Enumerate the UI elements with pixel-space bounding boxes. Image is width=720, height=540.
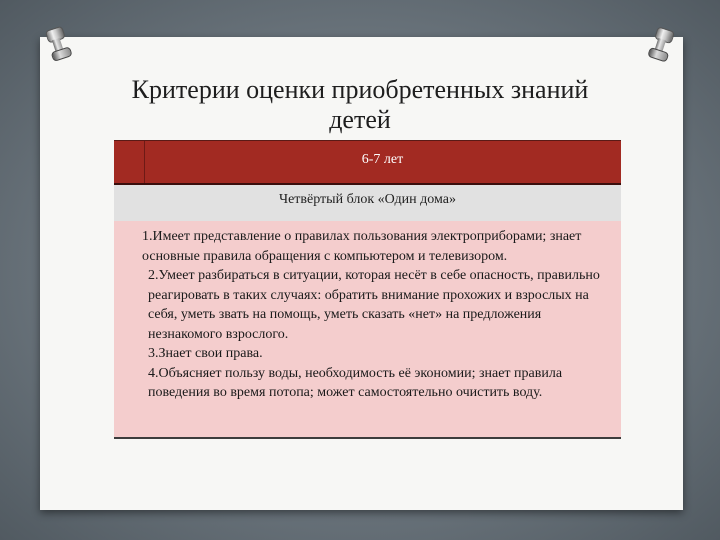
age-header: 6-7 лет: [361, 152, 404, 167]
title-line-2: детей: [329, 105, 391, 134]
criteria-table: [114, 140, 621, 439]
block-subheader: Четвёртый блок «Один дома»: [114, 185, 621, 221]
criteria-item: 1.Имеет представление о правилах пользования электроприборами; знает основные правила обращения с компьютером и телевизором.: [142, 229, 582, 264]
criteria-item: 4.Объясняет пользу воды, необходимость её экономии; знает правила поведения во время потопа; может самостоятельно очистить воду.: [148, 365, 563, 400]
criteria-item: 3.Знает свои права.: [148, 346, 263, 361]
slide-title: [100, 75, 620, 135]
criteria-item: 2.Умеет разбираться в ситуации, которая несёт в себе опасность, правильно реагировать в таких случаях: обратить внимание прохожих и взрослых на себя, уметь звать на помощь, уметь сказать «нет» на предложения незнакомого взрослого.: [148, 268, 600, 342]
criteria-list: [114, 221, 621, 439]
table-header-row: [114, 140, 621, 185]
title-line-1: Критерии оценки приобретенных знаний: [131, 75, 589, 104]
